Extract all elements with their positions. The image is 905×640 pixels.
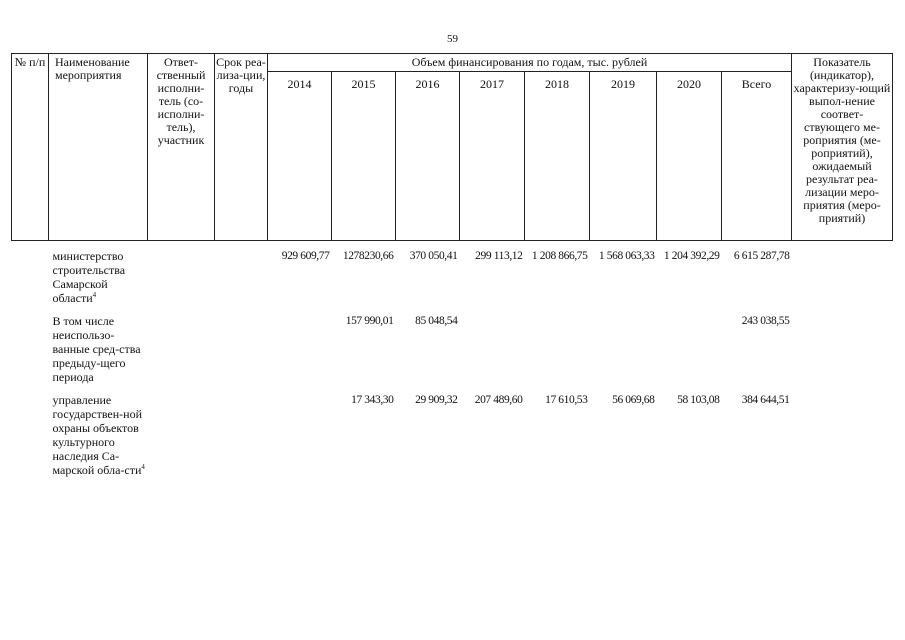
row-term [215,305,268,384]
funding-table [11,53,893,477]
year-header: 2014 [268,72,332,241]
page-number: 59 [447,33,458,45]
year-header: 2018 [525,72,590,241]
row-term [215,241,268,306]
value-cell [460,305,525,384]
value-cell: 1 204 392,29 [663,250,720,262]
row-indicator [792,305,893,384]
row-num [12,241,49,306]
row-indicator [792,384,893,477]
row-term [215,384,268,477]
year-header: 2017 [460,72,525,241]
row-responsible [148,384,215,477]
col-header-funding: Объем финансирования по годам, тыс. рублей [268,54,792,72]
value-cell: 1 568 063,33 [598,250,655,262]
row-name: В том числе неиспользо-ванные сред-ства предыду-щего периода [52,314,141,384]
row-indicator [792,241,893,306]
value-cell: 370 050,41 [409,250,458,262]
value-cell: 58 103,08 [677,394,720,406]
total-cell: 384 644,51 [741,394,790,406]
value-cell: 299 113,12 [475,250,523,262]
footnote-mark: 4 [141,463,145,471]
row-name: управление государствен-ной охраны объектов культурного наследия Са-марской обла-сти$^4$ [52,393,145,477]
value-cell [525,305,590,384]
year-header: 2016 [396,72,460,241]
total-cell: 243 038,55 [741,315,790,327]
col-header-name: Наименование мероприятия [49,54,148,241]
value-cell: 85 048,54 [415,315,458,327]
row-num [12,305,49,384]
table-row [12,241,893,306]
value-cell: 17 610,53 [545,394,588,406]
value-cell [268,384,332,477]
value-cell: 157 990,01 [345,315,394,327]
value-cell [657,305,722,384]
row-name: министерство строительства Самарской области$^4$ [52,249,126,305]
value-cell: 56 069,68 [612,394,655,406]
table-row [12,384,893,477]
year-header: 2020 [657,72,722,241]
year-header: 2015 [332,72,396,241]
value-cell [590,305,657,384]
value-cell: 17 343,30 [351,394,394,406]
row-responsible [148,305,215,384]
col-header-term: Срок реа-лиза-ции, годы [215,54,268,241]
value-cell: 29 909,32 [415,394,458,406]
value-cell: 929 609,77 [281,250,330,262]
footnote-mark: 4 [92,291,97,299]
value-cell: 1 208 866,75 [531,250,588,262]
year-header: 2019 [590,72,657,241]
total-header: Всего [722,72,792,241]
value-cell: 1278230,66 [342,250,394,262]
value-cell: 207 489,60 [474,394,523,406]
col-header-num: № п/п [12,54,49,241]
table-row [12,305,893,384]
total-cell: 6 615 287,78 [733,250,790,262]
col-header-responsible: Ответ-ственный исполни-тель (со-исполни-тель), участник [148,54,215,241]
col-header-indicator: Показатель (индикатор), характеризу-ющий выпол-нение соответ-ствующего ме-роприятия (ме-роприятий), ожидаемый результат реа-лизации меро-приятия (меро-приятий) [792,54,893,241]
row-responsible [148,241,215,306]
row-num [12,384,49,477]
value-cell [268,305,332,384]
header-row [12,54,893,72]
